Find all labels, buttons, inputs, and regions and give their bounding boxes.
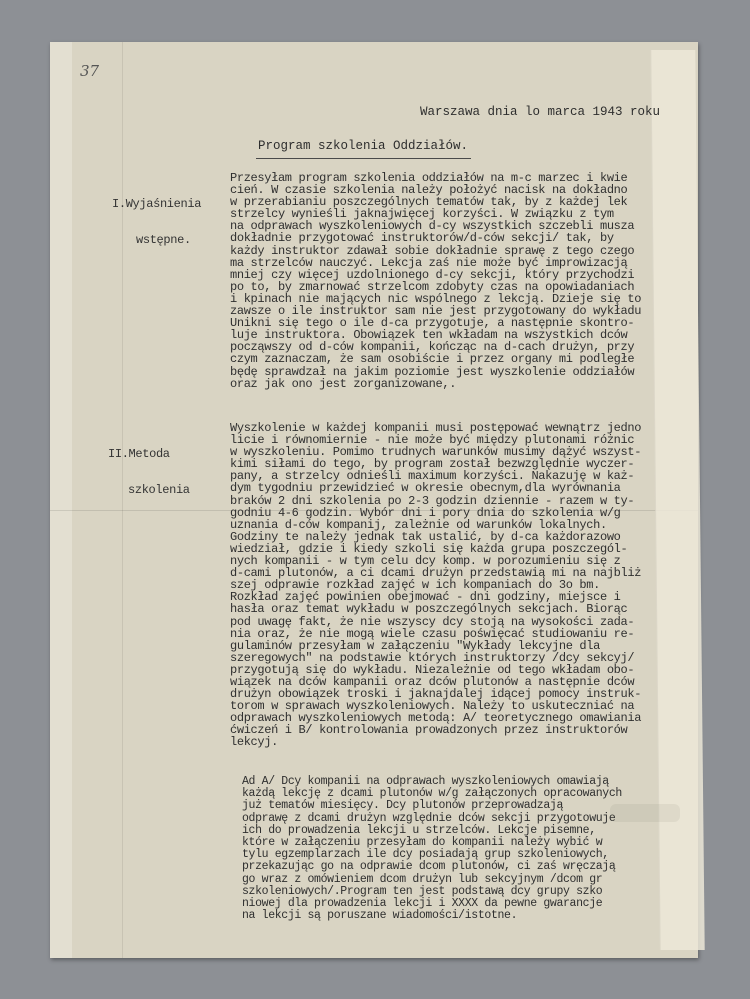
text-line: Ad A/ Dcy kompanii na odprawach wyszkoleniowych omawiają (242, 775, 609, 788)
text-line: w wyszkoleniu. Pomimo trudnych warunków musimy dążyć wszyst- (230, 445, 642, 460)
text-line: tylu egzemplarzach ile dcy posiadają grup szkoleniowych, (242, 848, 609, 862)
text-line: przekazując go na odprawie dcom plutonów, ci zaś wręczają (242, 860, 616, 874)
text-line: cień. W czasie szkolenia należy położyć nacisk na dokładno (230, 183, 628, 198)
text-line: braków 2 dni szkolenia po 2-3 godzin dziennie - razem w ty- (230, 493, 635, 508)
text-line: zawsze o ile instruktor sam nie jest przygotowany do wykładu (230, 304, 642, 319)
text-line: które w załączeniu przesyłam do kompanii należy wybić w (242, 836, 603, 850)
text-line: hasła oraz temat wykładu w poszczególnych sekcjach. Biorąc (230, 602, 628, 617)
text-line: niowej dla prowadzenia lekcji i XXXX da pewne gwarancje (242, 897, 603, 911)
text-line: ich do prowadzenia lekcji u strzelców. Lekcje pisemne, (242, 823, 596, 837)
section-2-label-line: II.Metoda (108, 447, 170, 461)
text-line: d-cami plutonów, a ci dcami drużyn przedstawią mi na najbliż (230, 566, 642, 581)
text-line: pany, a strzelcy odnieśli maximum korzyści. Nakazuję w każ- (230, 469, 635, 484)
left-margin-strip (50, 42, 72, 958)
section-1-label (112, 174, 201, 270)
text-line: Wyszkolenie w każdej kompanii musi postępować wewnątrz jedno (230, 421, 642, 435)
page-number: 37 (80, 62, 100, 80)
text-line: szeregowych" na podstawie których instruktorzy /dcy sekcyj/ (230, 650, 635, 665)
text-line: go wraz z omówieniem dcom drużyn lub sekcyjnym /dcom gr (242, 872, 603, 886)
text-line: po to, by zmarnować strzelcom zdobyty czas na opowiadaniach (230, 279, 635, 294)
text-line: licie i równomiernie - nie może być między plutonami różnic (230, 433, 635, 448)
text-line: odprawach wyszkoleniowych metodą: A/ teoretycznego omawiania (230, 711, 642, 726)
text-line: torom w sprawach wyszkoleniowych. Należy to uskuteczniać na (230, 699, 635, 714)
text-line: luje instruktora. Obowiązek ten wkładam na wszystkich dców (230, 328, 628, 343)
text-line: Unikni się tego o ile d-ca przygotuje, a następnie skontro- (230, 316, 635, 331)
text-line: każdy instruktor zdawał sobie dokładnie sprawę z tego czego (230, 243, 635, 258)
text-line: Godziny te należy jednak tak ustalić, by d-ca każdorazowo (230, 529, 621, 544)
text-line: wiązek na dców kampanii oraz dców plutonów a następnie dców (230, 674, 635, 689)
text-line: Przesyłam program szkolenia oddziałów na m-c marzec i kwie (230, 171, 628, 185)
section-2-subparagraph-a (242, 776, 622, 922)
text-line: godniu 4-6 godzin. Wybór dni i pory dnia do szkolenia w/g (230, 505, 621, 520)
text-line: lekcyj. (230, 735, 278, 750)
title-underline (256, 158, 471, 159)
document-title: Program szkolenia Oddziałów. (258, 139, 469, 153)
text-line: szej odprawie rozkład zajęć w ich kompaniach do 3o bm. (230, 578, 600, 593)
text-line: każdą lekcję z dcami plutonów w/g załączonych opracowanych (242, 787, 622, 801)
section-1-label-line: I.Wyjaśnienia (112, 197, 202, 211)
text-line: strzelcy wynieśli jaknajwięcej korzyści. W związku z tym (230, 207, 614, 222)
text-line: i kpinach nie mających nic wspólnego z lekcją. Dzieje się to (230, 291, 642, 306)
text-line: szkoleniowych/.Program ten jest podstawą dcy grupy szko (242, 884, 603, 898)
text-line: Rozkład zajęć powinien obejmować - dni godziny, miejsce i (230, 590, 621, 605)
text-line: drużyn obowiązek troski i jaknajdalej idącej pomocy instruk- (230, 687, 642, 702)
text-line: uznania d-ców kompanij, zależnie od warunków lokalnych. (230, 517, 607, 532)
text-line: na lekcji są poruszane wiadomości/istotne. (242, 909, 518, 923)
dateline: Warszawa dnia lo marca 1943 roku (420, 105, 661, 119)
text-line: pod uwagę fakt, że nie wszyscy dcy stoją na wysokości zada- (230, 614, 635, 629)
text-line: wiedział, gdzie i kiedy szkoli się każda grupa poszczegól- (230, 541, 628, 556)
text-line: nia oraz, że nie mogą wiele czasu poświęcać studiowaniu re- (230, 626, 635, 641)
section-2-label-line: szkolenia (128, 483, 190, 498)
text-line: będę sprawdzał na jakim poziomie jest wyszkolenie oddziałów (230, 364, 635, 379)
text-line: dym tygodniu przewidzieć w okresie obecnym,dla wyrównania (230, 481, 621, 496)
text-line: dokładnie przygotować instruktorów/d-ców sekcji/ tak, by (230, 231, 614, 246)
section-2-label (108, 424, 190, 520)
text-line: przygotują się do wykładu. Niezależnie od tego wkładam obo- (230, 662, 635, 677)
section-1-body (230, 172, 641, 390)
text-line: gulaminów przesyłam w załączeniu "Wykłady lekcyjne dla (230, 638, 600, 653)
text-line: ma strzelców nauczyć. Lekcja zaś nie może być improwizacją (230, 255, 628, 270)
text-line: począwszy od d-ców kompanii, kończąc na d-cach drużyn, przy (230, 340, 635, 355)
text-line: nych kompanii - w tym celu dcy komp. w porozumieniu się z (230, 554, 621, 569)
text-line: w przerabianiu poszczególnych tematów tak, by z każdej lek (230, 195, 628, 210)
text-line: czym zaznaczam, że sam osobiście i przez organy mi podległe (230, 352, 635, 367)
text-line: na odprawach wyszkoleniowych d-cy wszystkich szczebli musza (230, 219, 635, 234)
ink-smudge (610, 804, 680, 822)
section-2-body (230, 422, 641, 749)
text-line: ćwiczeń i B/ kontrolowania prowadzonych przez instruktorów (230, 723, 628, 738)
text-line: odprawę z dcami drużyn względnie dców sekcji przygotowuje (242, 811, 616, 825)
section-1-label-line: wstępne. (136, 233, 191, 248)
document-sheet (50, 42, 698, 958)
text-line: już tematów miesięcy. Dcy plutonów przeprowadzają (242, 799, 564, 813)
text-line: mniej czy więcej uzdolnionego d-cy sekcji, który przychodzi (230, 267, 635, 282)
text-line: kimi siłami do tego, by program został bezwzględnie wyczer- (230, 457, 635, 472)
text-line: oraz jak ono jest zorganizowane,. (230, 376, 457, 391)
